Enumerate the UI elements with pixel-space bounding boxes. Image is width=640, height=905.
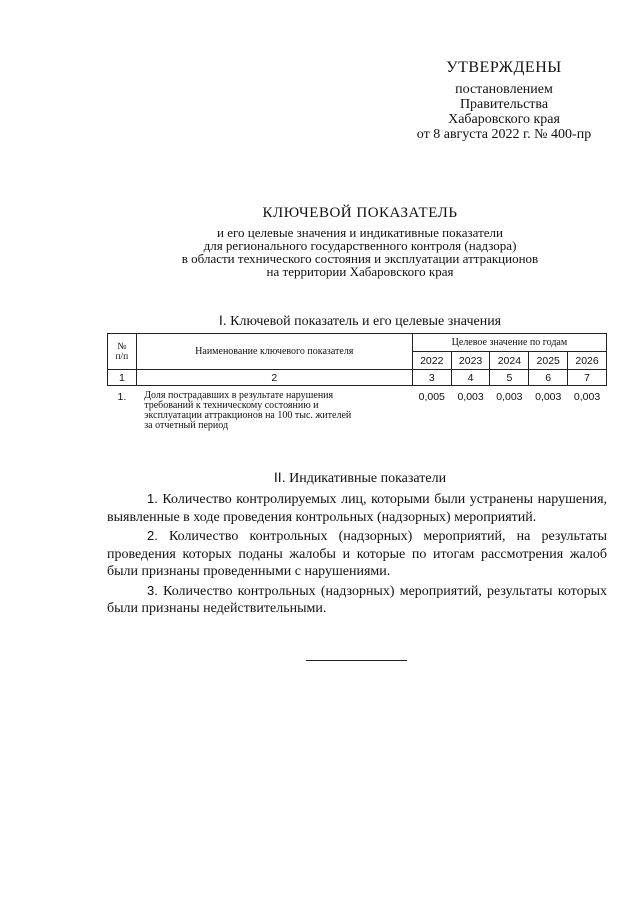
row-name-line: эксплуатации аттракционов на 100 тыс. жителей xyxy=(144,410,352,421)
item-number: 3. xyxy=(147,582,158,598)
item-number: 1. xyxy=(147,491,158,506)
column-index: 7 xyxy=(568,370,607,386)
row-name-line: требований к техническому состоянию и xyxy=(144,400,319,411)
section-number: I. xyxy=(218,312,227,328)
table-row xyxy=(108,386,607,432)
header-year: 2025 xyxy=(529,352,568,370)
column-index: 2 xyxy=(136,370,412,386)
row-value-2022: 0,005 xyxy=(418,391,445,403)
row-value-2025: 0,003 xyxy=(535,391,562,403)
approval-line: постановлением xyxy=(455,82,553,97)
header-number-abbr: п/п xyxy=(115,351,129,362)
row-indicator-name xyxy=(136,386,412,432)
approval-line: Правительства xyxy=(459,97,549,112)
approval-date-line: от 8 августа 2022 г. № 400-пр xyxy=(416,127,592,142)
indicators-list xyxy=(107,490,607,619)
list-item xyxy=(107,527,607,581)
header-year: 2023 xyxy=(451,352,490,370)
subtitle-line: и его целевые значения и индикативные показатели xyxy=(217,225,503,240)
column-index: 6 xyxy=(529,370,568,386)
column-index: 3 xyxy=(412,370,451,386)
item-text: Количество контрольных (надзорных) мероприятий, на результаты проведения которых поданы жалобы и которые по итогам рассмотрения жалоб были признаны проведенными с нарушениями. xyxy=(107,529,608,579)
subtitle-line: в области технического состояния и эксплуатации аттракционов xyxy=(181,251,539,266)
approval-block xyxy=(400,58,608,142)
section-number: II. xyxy=(273,469,286,485)
row-number: 1. xyxy=(117,391,127,403)
subtitle-line: для регионального государственного контроля (надзора) xyxy=(203,238,517,253)
list-item xyxy=(107,490,607,526)
column-index: 5 xyxy=(490,370,529,386)
row-value-2024: 0,003 xyxy=(496,391,523,403)
row-value-2026: 0,003 xyxy=(573,391,601,403)
header-year: 2024 xyxy=(490,352,529,370)
subtitle-line: на территории Хабаровского края xyxy=(266,264,454,279)
closing-rule xyxy=(306,660,407,661)
header-number-sign: № xyxy=(117,341,127,352)
header-year: 2022 xyxy=(412,352,451,370)
key-indicator-table xyxy=(107,333,607,431)
section-title: Индикативные показатели xyxy=(289,471,447,486)
header-indicator-name: Наименование ключевого показателя xyxy=(136,334,412,370)
section-2-heading xyxy=(100,469,620,487)
header-target-values: Целевое значение по годам xyxy=(412,334,606,352)
approval-heading: УТВЕРЖДЕНЫ xyxy=(446,59,562,76)
row-name-line: за отчетный период xyxy=(144,420,229,431)
header-year: 2026 xyxy=(568,352,607,370)
row-name-line: Доля пострадавших в результате нарушения xyxy=(144,390,334,401)
column-index: 1 xyxy=(108,370,137,386)
item-text: Количество контролируемых лиц, которыми были устранены нарушения, выявленные в ходе проведения контрольных (надзорных) мероприятий. xyxy=(107,492,608,525)
list-item xyxy=(107,582,607,618)
item-text: Количество контрольных (надзорных) мероприятий, результаты которых были признаны недействительными. xyxy=(107,583,607,616)
column-index: 4 xyxy=(451,370,490,386)
approval-line: Хабаровского края xyxy=(448,112,560,127)
row-value-2023: 0,003 xyxy=(457,391,484,403)
document-subtitle xyxy=(100,226,620,278)
header-number xyxy=(108,334,137,370)
section-title: Ключевой показатель и его целевые значения xyxy=(230,314,502,329)
document-title: КЛЮЧЕВОЙ ПОКАЗАТЕЛЬ xyxy=(262,205,458,221)
section-1-heading xyxy=(100,312,620,330)
item-number: 2. xyxy=(147,528,158,543)
